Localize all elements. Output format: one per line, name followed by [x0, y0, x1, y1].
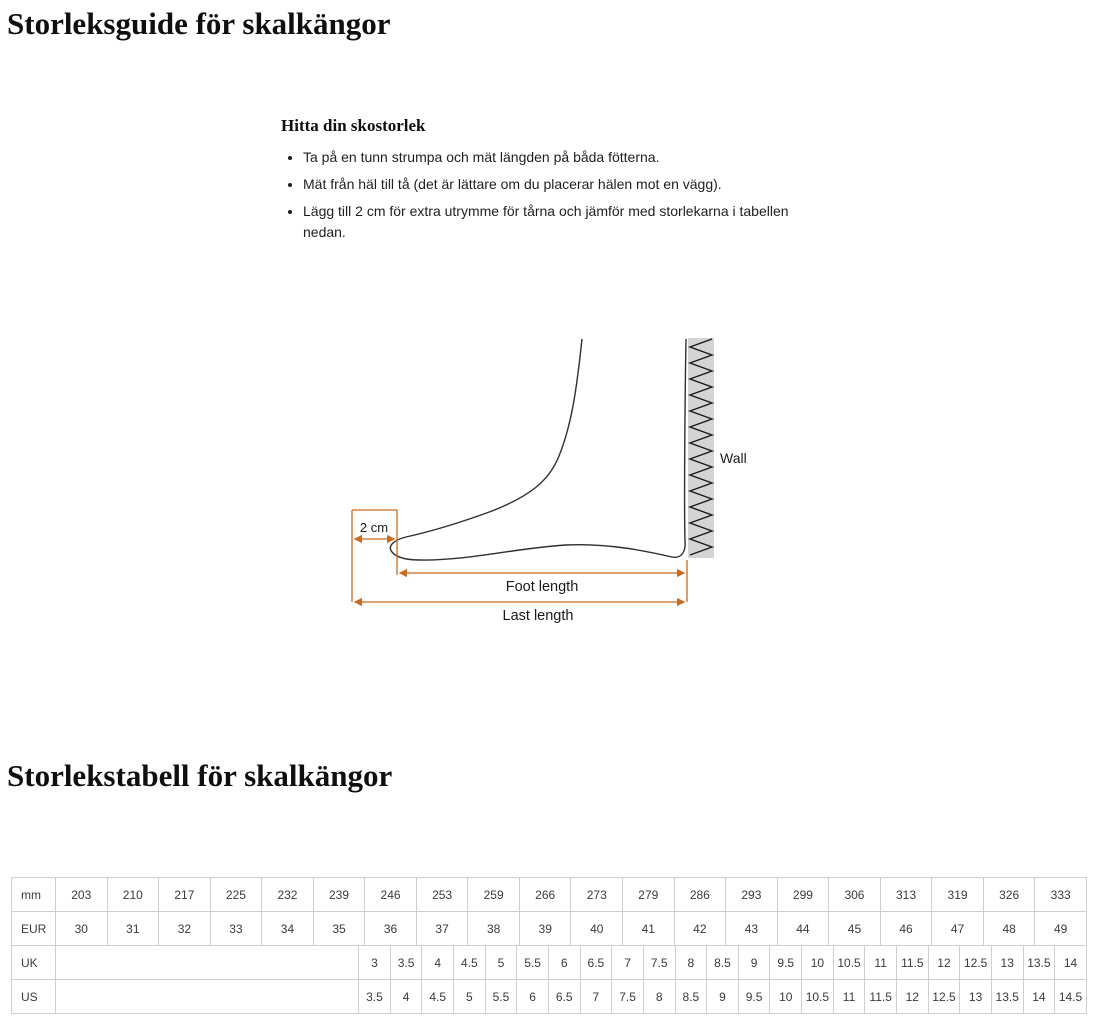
- size-cell: 11.5: [897, 946, 929, 980]
- foot-length-label: Foot length: [505, 579, 579, 595]
- size-cell: 5.5: [517, 946, 549, 980]
- size-cell: 203: [56, 878, 108, 912]
- last-length-label: Last length: [502, 608, 574, 624]
- size-cell: 41: [623, 912, 675, 946]
- size-cell: 5: [454, 980, 486, 1014]
- size-row-label: mm: [12, 878, 56, 912]
- size-row-label: UK: [12, 946, 56, 980]
- size-cell: 7.5: [612, 980, 644, 1014]
- size-cell: 9.5: [739, 980, 771, 1014]
- size-cell: 43: [726, 912, 778, 946]
- size-cell: 32: [159, 912, 211, 946]
- size-cell: 42: [675, 912, 727, 946]
- size-cell: 47: [932, 912, 984, 946]
- page-title: Storleksguide för skalkängor: [7, 6, 391, 41]
- size-row-us: [12, 980, 1087, 1014]
- size-cell: 8.5: [707, 946, 739, 980]
- size-cell: 14.5: [1055, 980, 1087, 1014]
- size-cell-empty: [56, 980, 359, 1014]
- size-row-label: EUR: [12, 912, 56, 946]
- size-cell: 46: [881, 912, 933, 946]
- guide-bullet: • Ta på en tunn strumpa och mät längden på båda fötterna.: [303, 147, 816, 168]
- foot-measure-diagram: [342, 336, 772, 641]
- size-cell: 6: [517, 980, 549, 1014]
- size-cell: 246: [365, 878, 417, 912]
- size-cell: 12.5: [929, 980, 961, 1014]
- size-cell: 10.5: [802, 980, 834, 1014]
- size-cell: 6.5: [549, 980, 581, 1014]
- size-cell: 225: [211, 878, 263, 912]
- size-cell: 49: [1035, 912, 1087, 946]
- size-row-uk: [12, 946, 1087, 980]
- size-cell: 6.5: [581, 946, 613, 980]
- size-cell: 13: [960, 980, 992, 1014]
- size-cell: 9.5: [770, 946, 802, 980]
- size-cell: 7.5: [644, 946, 676, 980]
- size-cell: 306: [829, 878, 881, 912]
- wall-label: Wall: [720, 450, 747, 466]
- size-cell: 286: [675, 878, 727, 912]
- size-cell: 299: [778, 878, 830, 912]
- size-cell: 37: [417, 912, 469, 946]
- size-cell: 40: [571, 912, 623, 946]
- size-cell: 33: [211, 912, 263, 946]
- size-cell: 8: [676, 946, 708, 980]
- size-cell: 13.5: [1024, 946, 1056, 980]
- size-cell: 44: [778, 912, 830, 946]
- size-cell: 14: [1024, 980, 1056, 1014]
- size-cell: 48: [984, 912, 1036, 946]
- size-cell: 11: [865, 946, 897, 980]
- size-cell: 11.5: [865, 980, 897, 1014]
- size-cell: 313: [881, 878, 933, 912]
- size-cell: 8.5: [676, 980, 708, 1014]
- two-cm-label: 2 cm: [359, 520, 389, 535]
- size-cell: 12: [929, 946, 961, 980]
- size-cell: 10: [802, 946, 834, 980]
- foot-diagram-svg: [342, 336, 772, 636]
- size-cell: 232: [262, 878, 314, 912]
- size-cell: 10.5: [834, 946, 866, 980]
- guide-section: [281, 116, 816, 249]
- size-cell: 9: [707, 980, 739, 1014]
- size-cell: 4.5: [422, 980, 454, 1014]
- size-cell: 12: [897, 980, 929, 1014]
- size-cell: 239: [314, 878, 366, 912]
- size-cell-empty: [56, 946, 359, 980]
- size-cell: 273: [571, 878, 623, 912]
- size-cell: 13: [992, 946, 1024, 980]
- size-cell: 3: [359, 946, 391, 980]
- size-cell: 217: [159, 878, 211, 912]
- guide-bullets: [303, 147, 816, 243]
- size-cell: 12.5: [960, 946, 992, 980]
- size-row-label: US: [12, 980, 56, 1014]
- size-cell: 3.5: [391, 946, 423, 980]
- size-cell: 4: [422, 946, 454, 980]
- size-cell: 333: [1035, 878, 1087, 912]
- size-cell: 279: [623, 878, 675, 912]
- size-cell: 4.5: [454, 946, 486, 980]
- size-cell: 31: [108, 912, 160, 946]
- size-cell: 7: [581, 980, 613, 1014]
- size-cell: 38: [468, 912, 520, 946]
- size-cell: 34: [262, 912, 314, 946]
- size-table-title: Storlekstabell för skalkängor: [7, 758, 393, 793]
- guide-bullet: • Mät från häl till tå (det är lättare om du placerar hälen mot en vägg).: [303, 174, 816, 195]
- size-cell: 30: [56, 912, 108, 946]
- size-row-eur: [12, 912, 1087, 946]
- size-cell: 13.5: [992, 980, 1024, 1014]
- size-cell: 5: [486, 946, 518, 980]
- size-cell: 253: [417, 878, 469, 912]
- size-cell: 5.5: [486, 980, 518, 1014]
- size-cell: 6: [549, 946, 581, 980]
- size-cell: 326: [984, 878, 1036, 912]
- size-cell: 4: [391, 980, 423, 1014]
- size-cell: 9: [739, 946, 771, 980]
- size-cell: 293: [726, 878, 778, 912]
- size-cell: 8: [644, 980, 676, 1014]
- size-cell: 14: [1055, 946, 1087, 980]
- size-cell: 36: [365, 912, 417, 946]
- size-cell: 210: [108, 878, 160, 912]
- size-table: [11, 877, 1087, 1014]
- size-row-mm: [12, 878, 1087, 912]
- size-cell: 259: [468, 878, 520, 912]
- size-cell: 35: [314, 912, 366, 946]
- size-cell: 7: [612, 946, 644, 980]
- guide-heading: Hitta din skostorlek: [281, 116, 426, 135]
- size-cell: 39: [520, 912, 572, 946]
- size-cell: 3.5: [359, 980, 391, 1014]
- size-cell: 10: [770, 980, 802, 1014]
- foot-outline: [390, 339, 686, 560]
- size-cell: 11: [834, 980, 866, 1014]
- size-cell: 45: [829, 912, 881, 946]
- size-cell: 319: [932, 878, 984, 912]
- guide-bullet: • Lägg till 2 cm för extra utrymme för tårna och jämför med storlekarna i tabellen nedan.: [303, 201, 816, 243]
- size-cell: 266: [520, 878, 572, 912]
